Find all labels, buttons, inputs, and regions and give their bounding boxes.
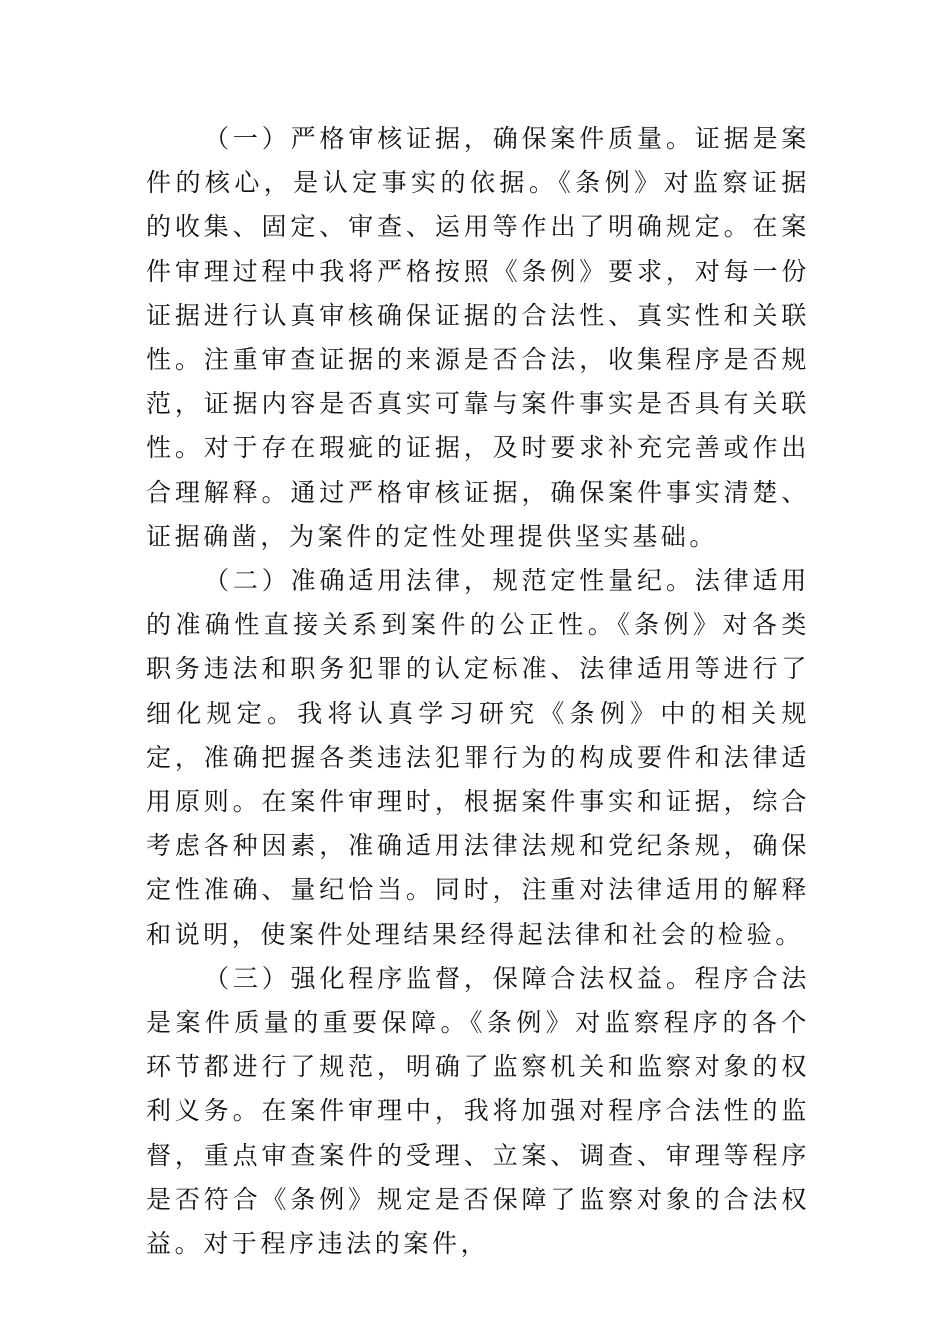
document-body bbox=[146, 117, 810, 1266]
paragraph-procedure-supervision: （三）强化程序监督，保障合法权益。程序合法是案件质量的重要保障。《条例》对监察程序的各个环节都进行了规范，明确了监察机关和监察对象的权利义务。在案件审理中，我将加强对程序合法性的监督，重点审查案件的受理、立案、调查、审理等程序是否符合《条例》规定是否保障了监察对象的合法权益。对于程序违法的案件， bbox=[146, 963, 810, 1259]
paragraph-law-application: （二）准确适用法律，规范定性量纪。法律适用的准确性直接关系到案件的公正性。《条例》对各类职务违法和职务犯罪的认定标准、法律适用等进行了细化规定。我将认真学习研究《条例》中的相关规定，准确把握各类违法犯罪行为的构成要件和法律适用原则。在案件审理时，根据案件事实和证据，综合考虑各种因素，准确适用法律法规和党纪条规，确保定性准确、量纪恰当。同时，注重对法律适用的解释和说明，使案件处理结果经得起法律和社会的检验。 bbox=[146, 566, 810, 949]
paragraph-evidence-review: （一）严格审核证据，确保案件质量。证据是案件的核心，是认定事实的依据。《条例》对监察证据的收集、固定、审查、运用等作出了明确规定。在案件审理过程中我将严格按照《条例》要求，对每一份证据进行认真审核确保证据的合法性、真实性和关联性。注重审查证据的来源是否合法，收集程序是否规范，证据内容是否真实可靠与案件事实是否具有关联性。对于存在瑕疵的证据，及时要求补充完善或作出合理解释。通过严格审核证据，确保案件事实清楚、证据确凿，为案件的定性处理提供坚实基础。 bbox=[146, 124, 810, 551]
